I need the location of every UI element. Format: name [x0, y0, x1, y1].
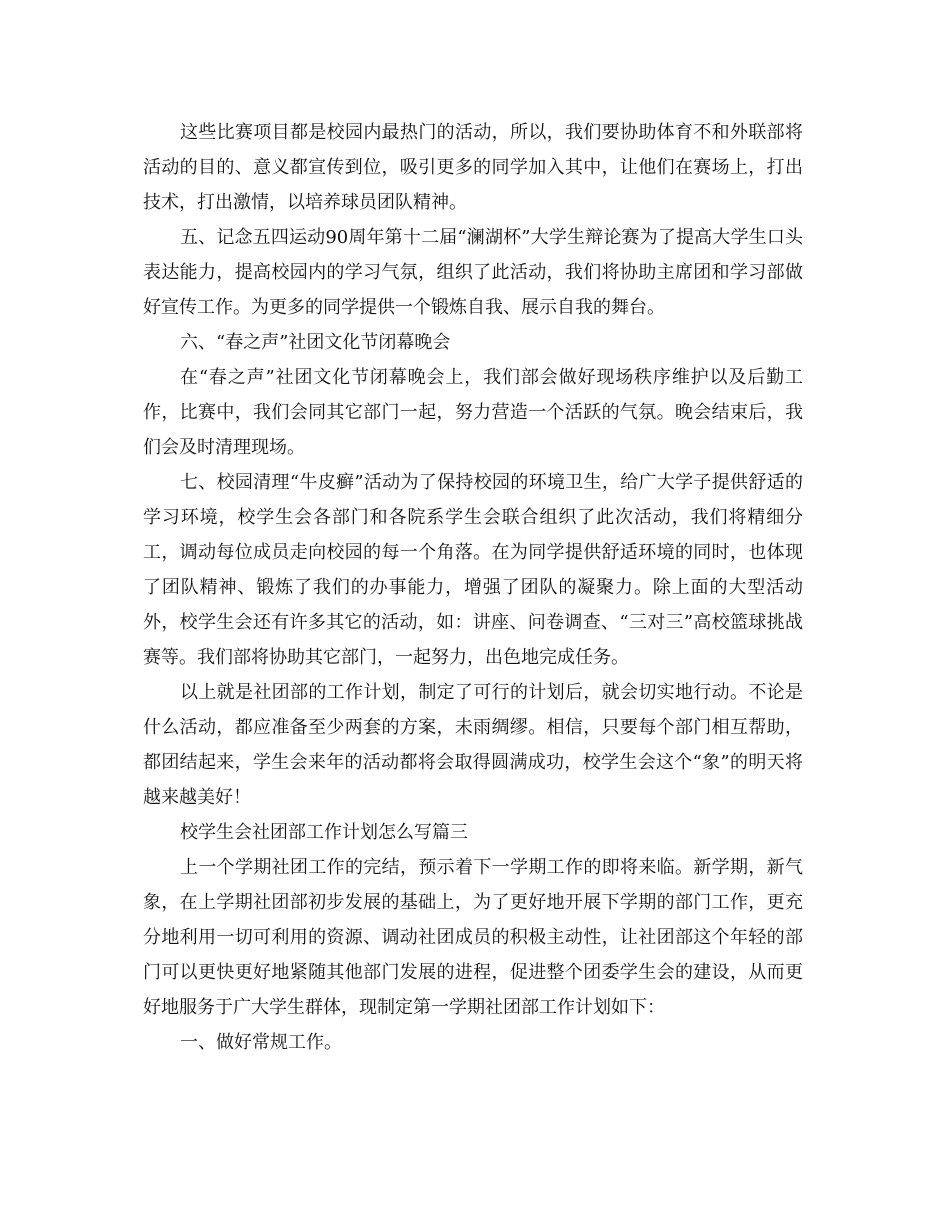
- paragraph-closing-gala-heading: 六、“春之声”社团文化节闭幕晚会: [180, 332, 451, 353]
- paragraph-routine-work: 一、做好常规工作。: [180, 1032, 342, 1053]
- paragraph-campus-cleanup: 七、校园清理“牛皮癣”活动为了保持校园的环境卫生，给广大学子提供舒适的学习环境，校学生会各部门和各院系学生会联合组织了此次活动，我们将精细分工，调动每位成员走向校园的每一个角落。在为同学提供舒适环境的同时，也体现了团队精神、锻炼了我们的办事能力，增强了团队的凝聚力。除上面的大型活动外，校学生会还有许多其它的活动，如：讲座、问卷调查、“三对三”高校篮球挑战赛等。我们部将协助其它部门，一起努力，出色地完成任务。: [143, 472, 803, 668]
- paragraph-sports-promotion: 这些比赛项目都是校园内最热门的活动，所以，我们要协助体育不和外联部将活动的目的、意义都宣传到位，吸引更多的同学加入其中，让他们在赛场上，打出技术，打出激情，以培养球员团队精神。: [143, 122, 803, 213]
- section-title: 校学生会社团部工作计划怎么写篇三: [180, 822, 468, 843]
- paragraph-closing-gala: 在“春之声”社团文化节闭幕晚会上，我们部会做好现场秩序维护以及后勤工作，比赛中，我们会同其它部门一起，努力营造一个活跃的气氛。晚会结束后，我们会及时清理现场。: [143, 367, 803, 458]
- paragraph-new-semester: 上一个学期社团工作的完结，预示着下一学期工作的即将来临。新学期，新气象，在上学期社团部初步发展的基础上，为了更好地开展下学期的部门工作，更充分地利用一切可利用的资源、调动社团成员的积极主动性，让社团部这个年轻的部门可以更快更好地紧随其他部门发展的进程，促进整个团委学生会的建设，从而更好地服务于广大学生群体，现制定第一学期社团部工作计划如下：: [143, 857, 803, 1018]
- paragraph-debate-contest: 五、记念五四运动90周年第十二届“澜湖杯”大学生辩论赛为了提高大学生口头表达能力，提高校园内的学习气氛，组织了此活动，我们将协助主席团和学习部做好宣传工作。为更多的同学提供一个锻炼自我、展示自我的舞台。: [143, 227, 803, 318]
- document-body: [143, 115, 803, 1060]
- paragraph-conclusion: 以上就是社团部的工作计划，制定了可行的计划后，就会切实地行动。不论是什么活动，都应准备至少两套的方案，未雨绸缪。相信，只要每个部门相互帮助，都团结起来，学生会来年的活动都将会取得圆满成功，校学生会这个“象”的明天将越来越美好！: [143, 682, 803, 808]
